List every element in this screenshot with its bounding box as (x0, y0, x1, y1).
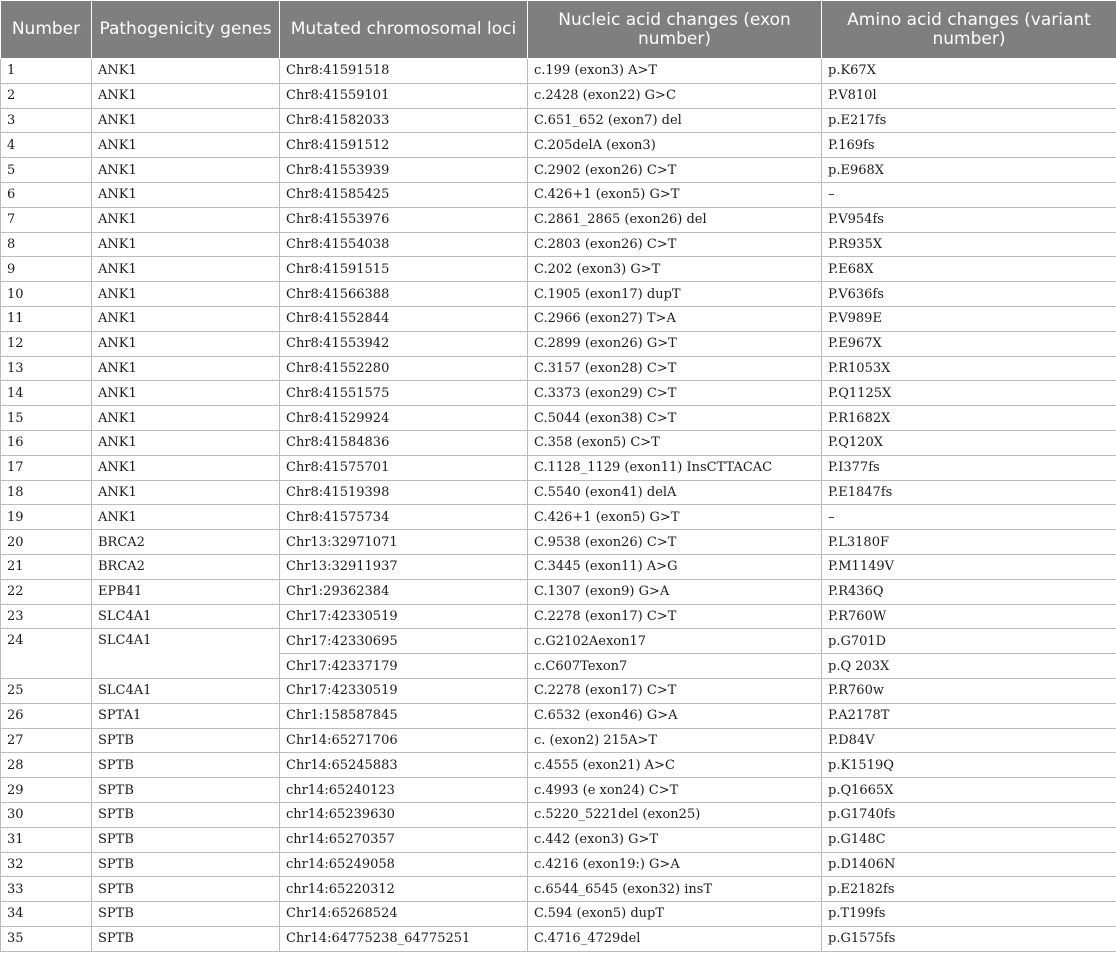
cell-gene: ANK1 (92, 83, 280, 108)
cell-nucleic-acid-change: c.4216 (exon19:) G>A (528, 852, 822, 877)
cell-gene: ANK1 (92, 182, 280, 207)
cell-gene: SPTB (92, 802, 280, 827)
cell-amino-acid-change: – (822, 182, 1116, 207)
cell-number: 3 (1, 108, 92, 133)
cell-gene: ANK1 (92, 480, 280, 505)
table-row (1, 505, 1116, 530)
cell-nucleic-acid-change: c. (exon2) 215A>T (528, 728, 822, 753)
table-row (1, 356, 1116, 381)
cell-chromosomal-locus: Chr8:41519398 (280, 480, 528, 505)
table-row (1, 926, 1116, 951)
table-row (1, 480, 1116, 505)
cell-number: 14 (1, 381, 92, 406)
cell-number: 11 (1, 306, 92, 331)
cell-amino-acid-change: P.R436Q (822, 579, 1116, 604)
cell-nucleic-acid-change: C.205delA (exon3) (528, 133, 822, 158)
cell-amino-acid-change: P.R1682X (822, 406, 1116, 431)
table-row (1, 778, 1116, 803)
cell-chromosomal-locus: Chr8:41591515 (280, 257, 528, 282)
cell-nucleic-acid-change: C.2899 (exon26) G>T (528, 331, 822, 356)
cell-nucleic-acid-change: C.6532 (exon46) G>A (528, 703, 822, 728)
table-row (1, 604, 1116, 629)
table-row (1, 207, 1116, 232)
cell-nucleic-acid-change: C.651_652 (exon7) del (528, 108, 822, 133)
cell-number: 15 (1, 406, 92, 431)
cell-amino-acid-change: p.K1519Q (822, 753, 1116, 778)
cell-number: 8 (1, 232, 92, 257)
table-row (1, 257, 1116, 282)
cell-chromosomal-locus: Chr8:41552844 (280, 306, 528, 331)
cell-amino-acid-change: P.V989E (822, 306, 1116, 331)
cell-nucleic-acid-change: c.199 (exon3) A>T (528, 59, 822, 84)
cell-number: 17 (1, 455, 92, 480)
cell-gene: SPTB (92, 728, 280, 753)
cell-number: 28 (1, 753, 92, 778)
table-row (1, 902, 1116, 927)
cell-gene: ANK1 (92, 381, 280, 406)
cell-nucleic-acid-change: c.4993 (e xon24) C>T (528, 778, 822, 803)
cell-nucleic-acid-change: C.3445 (exon11) A>G (528, 554, 822, 579)
cell-amino-acid-change: P.Q1125X (822, 381, 1116, 406)
cell-amino-acid-change: p.T199fs (822, 902, 1116, 927)
cell-number: 13 (1, 356, 92, 381)
table-row (1, 852, 1116, 877)
cell-amino-acid-change: p.E2182fs (822, 877, 1116, 902)
cell-gene: SPTB (92, 827, 280, 852)
cell-nucleic-acid-change: C.2278 (exon17) C>T (528, 678, 822, 703)
cell-chromosomal-locus: Chr14:64775238_64775251 (280, 926, 528, 951)
cell-gene: SLC4A1 (92, 678, 280, 703)
cell-amino-acid-change: P.R935X (822, 232, 1116, 257)
cell-nucleic-acid-change: C.202 (exon3) G>T (528, 257, 822, 282)
cell-number: 32 (1, 852, 92, 877)
cell-nucleic-acid-change: c.442 (exon3) G>T (528, 827, 822, 852)
cell-number: 26 (1, 703, 92, 728)
cell-gene: ANK1 (92, 306, 280, 331)
cell-amino-acid-change: P.169fs (822, 133, 1116, 158)
cell-amino-acid-change: P.I377fs (822, 455, 1116, 480)
cell-number: 22 (1, 579, 92, 604)
cell-gene: ANK1 (92, 207, 280, 232)
cell-amino-acid-change: P.R760W (822, 604, 1116, 629)
table-row (1, 381, 1116, 406)
cell-amino-acid-change: – (822, 505, 1116, 530)
table-row (1, 827, 1116, 852)
cell-amino-acid-change: P.Q120X (822, 430, 1116, 455)
table-row (1, 579, 1116, 604)
cell-number: 18 (1, 480, 92, 505)
table-row (1, 678, 1116, 703)
cell-gene: SPTA1 (92, 703, 280, 728)
cell-gene: SPTB (92, 753, 280, 778)
cell-gene: ANK1 (92, 59, 280, 84)
cell-nucleic-acid-change: C.5044 (exon38) C>T (528, 406, 822, 431)
cell-nucleic-acid-change: C.2902 (exon26) C>T (528, 158, 822, 183)
table-row (1, 232, 1116, 257)
cell-amino-acid-change: P.M1149V (822, 554, 1116, 579)
cell-nucleic-acid-change: C.9538 (exon26) C>T (528, 530, 822, 555)
cell-nucleic-acid-change: C.5540 (exon41) delA (528, 480, 822, 505)
cell-number: 16 (1, 430, 92, 455)
cell-nucleic-acid-change: c.2428 (exon22) G>C (528, 83, 822, 108)
cell-chromosomal-locus: chr14:65270357 (280, 827, 528, 852)
cell-gene: ANK1 (92, 406, 280, 431)
cell-chromosomal-locus: Chr8:41553976 (280, 207, 528, 232)
cell-number: 27 (1, 728, 92, 753)
cell-gene: ANK1 (92, 455, 280, 480)
cell-gene: SPTB (92, 902, 280, 927)
cell-chromosomal-locus: Chr8:41529924 (280, 406, 528, 431)
cell-chromosomal-locus: Chr13:32911937 (280, 554, 528, 579)
cell-number: 25 (1, 678, 92, 703)
cell-nucleic-acid-change: C.2803 (exon26) C>T (528, 232, 822, 257)
cell-nucleic-acid-change: C.1905 (exon17) dupT (528, 282, 822, 307)
cell-number: 6 (1, 182, 92, 207)
cell-gene: ANK1 (92, 282, 280, 307)
table-row (1, 331, 1116, 356)
cell-gene: SLC4A1 (92, 629, 280, 679)
cell-amino-acid-change: p.G148C (822, 827, 1116, 852)
cell-number: 20 (1, 530, 92, 555)
header-number: Number (1, 1, 92, 59)
cell-amino-acid-change: P.V954fs (822, 207, 1116, 232)
cell-nucleic-acid-change: C.4716_4729del (528, 926, 822, 951)
header-amino-acid-changes: Amino acid changes (variant number) (822, 1, 1116, 59)
cell-amino-acid-change: p.Q1665X (822, 778, 1116, 803)
cell-nucleic-acid-change: C.1128_1129 (exon11) InsCTTACAC (528, 455, 822, 480)
cell-chromosomal-locus: chr14:65220312 (280, 877, 528, 902)
table-row (1, 59, 1116, 84)
cell-chromosomal-locus: Chr17:42337179 (280, 654, 528, 679)
cell-number: 23 (1, 604, 92, 629)
cell-gene: SPTB (92, 877, 280, 902)
cell-amino-acid-change: p.G701D (822, 629, 1116, 654)
cell-amino-acid-change: p.G1740fs (822, 802, 1116, 827)
header-nucleic-acid-changes: Nucleic acid changes (exon number) (528, 1, 822, 59)
cell-gene: ANK1 (92, 232, 280, 257)
cell-gene: ANK1 (92, 430, 280, 455)
cell-number: 35 (1, 926, 92, 951)
cell-amino-acid-change: P.A2178T (822, 703, 1116, 728)
cell-chromosomal-locus: Chr8:41553939 (280, 158, 528, 183)
cell-chromosomal-locus: Chr8:41585425 (280, 182, 528, 207)
cell-amino-acid-change: P.L3180F (822, 530, 1116, 555)
cell-nucleic-acid-change: C.358 (exon5) C>T (528, 430, 822, 455)
cell-chromosomal-locus: Chr1:29362384 (280, 579, 528, 604)
table-row (1, 728, 1116, 753)
cell-number: 29 (1, 778, 92, 803)
table-row (1, 406, 1116, 431)
cell-nucleic-acid-change: C.2278 (exon17) C>T (528, 604, 822, 629)
cell-amino-acid-change: P.V810l (822, 83, 1116, 108)
table-row (1, 703, 1116, 728)
table-row (1, 530, 1116, 555)
cell-number: 12 (1, 331, 92, 356)
cell-number: 4 (1, 133, 92, 158)
cell-nucleic-acid-change: C.2861_2865 (exon26) del (528, 207, 822, 232)
cell-gene: EPB41 (92, 579, 280, 604)
cell-gene: SPTB (92, 852, 280, 877)
cell-chromosomal-locus: Chr8:41552280 (280, 356, 528, 381)
table-row (1, 282, 1116, 307)
cell-amino-acid-change: P.E1847fs (822, 480, 1116, 505)
table-row (1, 182, 1116, 207)
cell-number: 33 (1, 877, 92, 902)
cell-gene: SPTB (92, 778, 280, 803)
table-row (1, 83, 1116, 108)
table-row (1, 753, 1116, 778)
cell-gene: ANK1 (92, 108, 280, 133)
cell-chromosomal-locus: chr14:65239630 (280, 802, 528, 827)
cell-nucleic-acid-change: C.3157 (exon28) C>T (528, 356, 822, 381)
cell-nucleic-acid-change: C.594 (exon5) dupT (528, 902, 822, 927)
cell-chromosomal-locus: Chr14:65271706 (280, 728, 528, 753)
table-row (1, 455, 1116, 480)
cell-chromosomal-locus: Chr17:42330519 (280, 604, 528, 629)
cell-number: 2 (1, 83, 92, 108)
cell-number: 31 (1, 827, 92, 852)
table-row (1, 158, 1116, 183)
cell-amino-acid-change: P.V636fs (822, 282, 1116, 307)
cell-nucleic-acid-change: C.3373 (exon29) C>T (528, 381, 822, 406)
cell-amino-acid-change: P.E967X (822, 331, 1116, 356)
cell-nucleic-acid-change: C.2966 (exon27) T>A (528, 306, 822, 331)
cell-amino-acid-change: p.G1575fs (822, 926, 1116, 951)
cell-amino-acid-change: p.D1406N (822, 852, 1116, 877)
table-row (1, 877, 1116, 902)
cell-number: 10 (1, 282, 92, 307)
cell-nucleic-acid-change: c.C607Texon7 (528, 654, 822, 679)
cell-number: 19 (1, 505, 92, 530)
cell-nucleic-acid-change: c.6544_6545 (exon32) insT (528, 877, 822, 902)
table-row (1, 133, 1116, 158)
cell-chromosomal-locus: Chr8:41591518 (280, 59, 528, 84)
cell-amino-acid-change: p.E968X (822, 158, 1116, 183)
cell-chromosomal-locus: chr14:65249058 (280, 852, 528, 877)
cell-chromosomal-locus: Chr8:41566388 (280, 282, 528, 307)
cell-amino-acid-change: P.D84V (822, 728, 1116, 753)
cell-chromosomal-locus: Chr14:65268524 (280, 902, 528, 927)
cell-chromosomal-locus: chr14:65240123 (280, 778, 528, 803)
table-row (1, 306, 1116, 331)
cell-gene: BRCA2 (92, 530, 280, 555)
cell-gene: BRCA2 (92, 554, 280, 579)
cell-number: 21 (1, 554, 92, 579)
cell-chromosomal-locus: Chr17:42330519 (280, 678, 528, 703)
cell-nucleic-acid-change: C.426+1 (exon5) G>T (528, 505, 822, 530)
cell-number: 1 (1, 59, 92, 84)
cell-nucleic-acid-change: c.4555 (exon21) A>C (528, 753, 822, 778)
header-mutated-chromosomal-loci: Mutated chromosomal loci (280, 1, 528, 59)
cell-chromosomal-locus: Chr8:41582033 (280, 108, 528, 133)
cell-nucleic-acid-change: C.1307 (exon9) G>A (528, 579, 822, 604)
cell-nucleic-acid-change: c.5220_5221del (exon25) (528, 802, 822, 827)
cell-chromosomal-locus: Chr8:41553942 (280, 331, 528, 356)
cell-chromosomal-locus: Chr8:41551575 (280, 381, 528, 406)
cell-gene: ANK1 (92, 257, 280, 282)
cell-number: 30 (1, 802, 92, 827)
cell-chromosomal-locus: Chr13:32971071 (280, 530, 528, 555)
cell-chromosomal-locus: Chr1:158587845 (280, 703, 528, 728)
table-row (1, 430, 1116, 455)
table-body (1, 59, 1116, 952)
cell-number: 9 (1, 257, 92, 282)
table-header (1, 1, 1116, 59)
cell-number: 7 (1, 207, 92, 232)
header-pathogenicity-genes: Pathogenicity genes (92, 1, 280, 59)
cell-chromosomal-locus: Chr17:42330695 (280, 629, 528, 654)
cell-amino-acid-change: p.E217fs (822, 108, 1116, 133)
cell-chromosomal-locus: Chr8:41575734 (280, 505, 528, 530)
cell-chromosomal-locus: Chr8:41559101 (280, 83, 528, 108)
cell-gene: SLC4A1 (92, 604, 280, 629)
cell-gene: ANK1 (92, 505, 280, 530)
cell-number: 24 (1, 629, 92, 679)
cell-amino-acid-change: P.R760w (822, 678, 1116, 703)
cell-amino-acid-change: p.Q 203X (822, 654, 1116, 679)
cell-amino-acid-change: P.E68X (822, 257, 1116, 282)
cell-chromosomal-locus: Chr14:65245883 (280, 753, 528, 778)
cell-gene: SPTB (92, 926, 280, 951)
table-row (1, 802, 1116, 827)
cell-number: 5 (1, 158, 92, 183)
cell-chromosomal-locus: Chr8:41575701 (280, 455, 528, 480)
cell-chromosomal-locus: Chr8:41554038 (280, 232, 528, 257)
cell-gene: ANK1 (92, 133, 280, 158)
cell-nucleic-acid-change: c.G2102Aexon17 (528, 629, 822, 654)
cell-number: 34 (1, 902, 92, 927)
cell-gene: ANK1 (92, 356, 280, 381)
header-row (1, 1, 1116, 59)
cell-gene: ANK1 (92, 331, 280, 356)
table-row (1, 554, 1116, 579)
cell-chromosomal-locus: Chr8:41591512 (280, 133, 528, 158)
cell-gene: ANK1 (92, 158, 280, 183)
table-row (1, 108, 1116, 133)
cell-nucleic-acid-change: C.426+1 (exon5) G>T (528, 182, 822, 207)
cell-amino-acid-change: p.K67X (822, 59, 1116, 84)
cell-chromosomal-locus: Chr8:41584836 (280, 430, 528, 455)
cell-amino-acid-change: P.R1053X (822, 356, 1116, 381)
table-row (1, 629, 1116, 654)
